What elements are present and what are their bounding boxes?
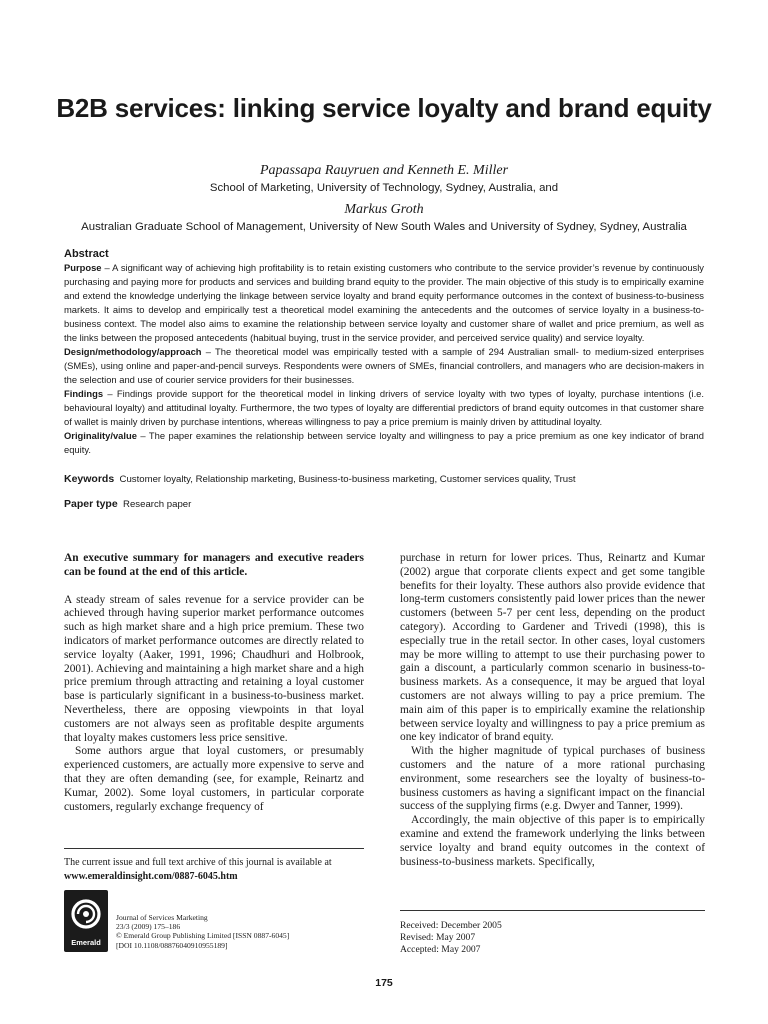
body-paragraph: A steady stream of sales revenue for a service provider can be achieved through having superior market performance outcomes such as high market share and a high price premium. These two indicators of market performance outcomes are directly related to service loyalty (Aaker, 1991, 1996; Chaudhuri and Holbrook, 2001). Achieving and maintaining a high market share and a high price premium through attracting and retaining a loyal customer base is particularly significant in a business-to-business market. Nevertheless, there are opposing viewpoints in that loyal customers are not always seen as profitable despite arguments that loyalty makes customers less price sensitive.: [64, 593, 364, 744]
body-paragraph: Some authors argue that loyal customers, or presumably experienced customers, are actually more expensive to serve and that they are often demanding (see, for example, Reinartz and Kumar, 2002). Some loyal customers, in particular corporate customers, regularly exchange frequency of: [64, 745, 364, 813]
authors-line-1: Papassapa Rauyruen and Kenneth E. Miller: [259, 163, 509, 178]
footnote-text: The current issue and full text archive of this journal is available at: [64, 857, 332, 868]
affiliation-2: Australian Graduate School of Management, University of New South Wales and University of Sydney, Sydney, Australia: [81, 221, 687, 233]
left-column: [64, 552, 364, 814]
footnote: [64, 856, 364, 883]
abstract-label: Originality/value: [64, 430, 137, 441]
paper-type-text: Research paper: [123, 499, 192, 510]
abstract-label: Design/methodology/approach: [64, 346, 202, 357]
abstract-originality: [64, 429, 704, 457]
page-number: 175: [375, 977, 393, 989]
dates-rule: [400, 910, 705, 911]
paper-type: [64, 497, 704, 512]
abstract-text: – The paper examines the relationship between service loyalty and willingness to pay a price premium as one key indicator of brand equity.: [64, 430, 704, 455]
paper-type-label: Paper type: [64, 498, 118, 510]
date-accepted: Accepted: May 2007: [400, 943, 481, 955]
abstract-text: – The theoretical model was empirically tested with a sample of 294 Australian small- to medium-sized enterprises (SMEs), using online and paper-and-pencil surveys. Respondents were owners of SMEs, financial controllers, and managers who are decision-makers in the selection and use of courier service providers for their businesses.: [64, 346, 704, 385]
journal-publisher: © Emerald Group Publishing Limited [ISSN 0887-6045]: [116, 931, 290, 941]
paper-title: B2B services: linking service loyalty and brand equity: [56, 93, 712, 123]
journal-info: [116, 913, 356, 950]
abstract-label: Purpose: [64, 262, 102, 273]
keywords-label: Keywords: [64, 473, 115, 485]
executive-summary-note: An executive summary for managers and executive readers can be found at the end of this article.: [64, 552, 364, 578]
footnote-rule: [64, 848, 364, 849]
abstract-text: – Findings provide support for the theoretical model in linking drivers of service loyalty with two types of loyalty, purchase intentions (i.e. behavioural loyalty) and attitudinal loyalty. Furthermore, the two types of loyalty are differential predictors of brand equity outcomes in that customer share of wallet is mainly driven by purchase intentions, whereas willingness to pay a price premium is mainly driven by attitudinal loyalty.: [64, 388, 704, 427]
authors-line-2: Markus Groth: [344, 202, 424, 217]
keywords: [64, 472, 704, 487]
right-column: [400, 552, 705, 869]
date-received: Received: December 2005: [400, 920, 502, 931]
journal-name: Journal of Services Marketing: [116, 913, 208, 922]
abstract-purpose: [64, 261, 704, 345]
journal-doi: [DOI 10.1108/08876040910955189]: [116, 940, 228, 950]
date-revised: Revised: May 2007: [400, 931, 476, 943]
affiliation-1: School of Marketing, University of Technology, Sydney, Australia, and: [209, 182, 559, 194]
keywords-text: Customer loyalty, Relationship marketing, Business-to-business marketing, Customer services quality, Trust: [119, 474, 576, 485]
abstract-text: – A significant way of achieving high profitability is to retain existing customers who contribute to the service provider’s revenue by continuously purchasing and paying more for products and services and building brand equity to the provider. The main objective of this study is to empirically examine and extend the knowledge underlying the linkage between service loyalty and brand equity performance outcomes in the context of business-to-business markets. It aims to develop and empirically test a theoretical model examining the antecedents and the outcomes of service loyalty in a business-to-business context. The model also aims to examine the relationship between service loyalty and customer share of wallet and price premium, as well as the links between the proposed antecedents (habitual buying, trust in the service provider, and perceived service quality) and service loyalty.: [64, 262, 704, 343]
journal-url-link[interactable]: www.emeraldinsight.com/0887-6045.htm: [64, 870, 238, 882]
body-paragraph: With the higher magnitude of typical purchases of business customers and the nature of a more rational purchasing environment, some researchers see the loyalty of business-to-business customers as having a significant impact on the financial success of the supplying firms (e.g. Dwyer and Tanner, 1999).: [400, 745, 705, 813]
logo-wordmark: Emerald: [71, 938, 101, 947]
abstract-label: Findings: [64, 388, 104, 399]
abstract: [64, 247, 704, 457]
body-paragraph: Accordingly, the main objective of this paper is to empirically examine and extend the framework underlying the links between service loyalty and brand equity outcomes in the context of business-to-business markets. Specifically,: [400, 814, 705, 868]
submission-dates: [400, 920, 705, 955]
body-paragraph: purchase in return for lower prices. Thus, Reinartz and Kumar (2002) argue that corporate clients expect and get some tangible benefits for their loyalty. These authors also provide evidence that long-term customers consistently paid lower prices than the newer customers (between 5-7 per cent less, depending on the product category). According to Gardener and Trivedi (1998), this is especially true in the retail sector. In other cases, loyal customers may be more willing to attempt to use their purchasing power to gain a discount, a particularly common scenario in business-to-business markets. As a consequence, it may be argued that loyal customers are not always willing to pay a price premium. The main aim of this paper is to empirically examine the relationship between service loyalty and willingness to pay a price premium as one key indicator of brand equity.: [400, 552, 705, 744]
journal-volume: 23/3 (2009) 175–186: [116, 922, 181, 932]
abstract-design: [64, 345, 704, 387]
abstract-heading: Abstract: [64, 248, 109, 260]
abstract-findings: [64, 387, 704, 429]
